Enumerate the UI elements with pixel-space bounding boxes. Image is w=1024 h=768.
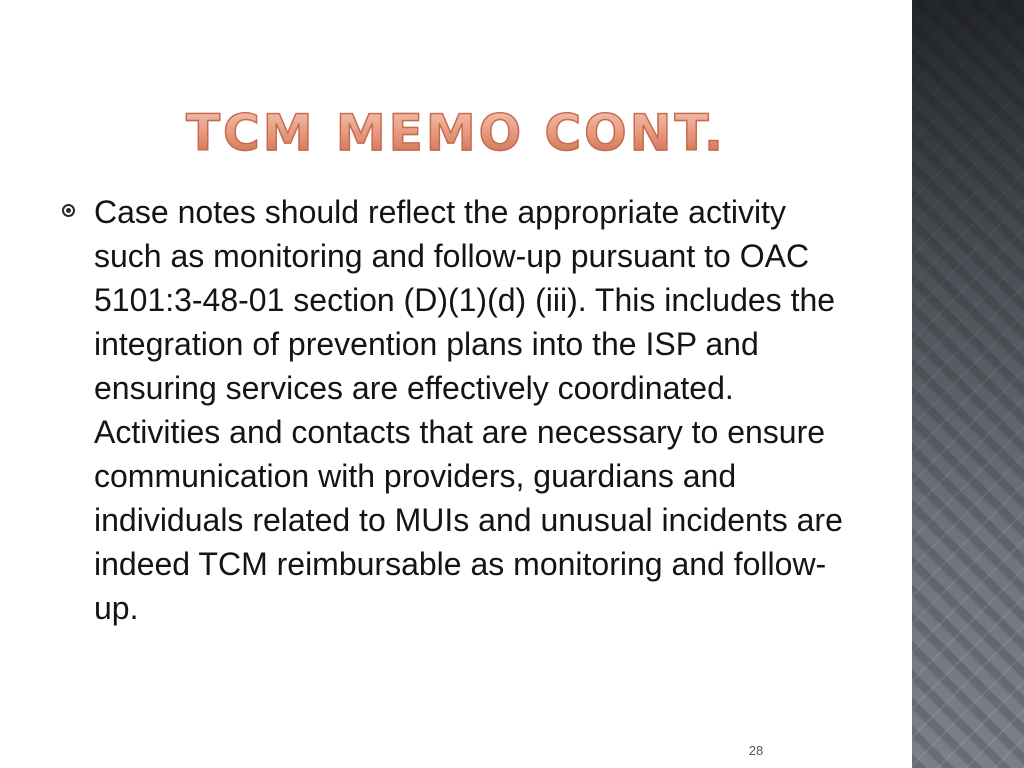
slide-number: 28	[748, 743, 764, 758]
slide-title: TCM MEMO CONT.	[60, 104, 852, 162]
slide-content	[60, 190, 860, 630]
radio-bullet-icon	[62, 204, 75, 217]
bullet-text: Case notes should reflect the appropriate activity such as monitoring and follow-up pursuant to OAC 5101:3-48-01 section (D)(1)(d) (iii). This includes the integration of prevention plans into the ISP and ensuring services are effectively coordinated. Activities and contacts that are necessary to ensure communication with providers, guardians and individuals related to MUIs and unusual incidents are indeed TCM reimbursable as monitoring and follow-up.	[94, 194, 843, 626]
bullet-item	[60, 190, 860, 630]
decorative-side-panel	[912, 0, 1024, 768]
